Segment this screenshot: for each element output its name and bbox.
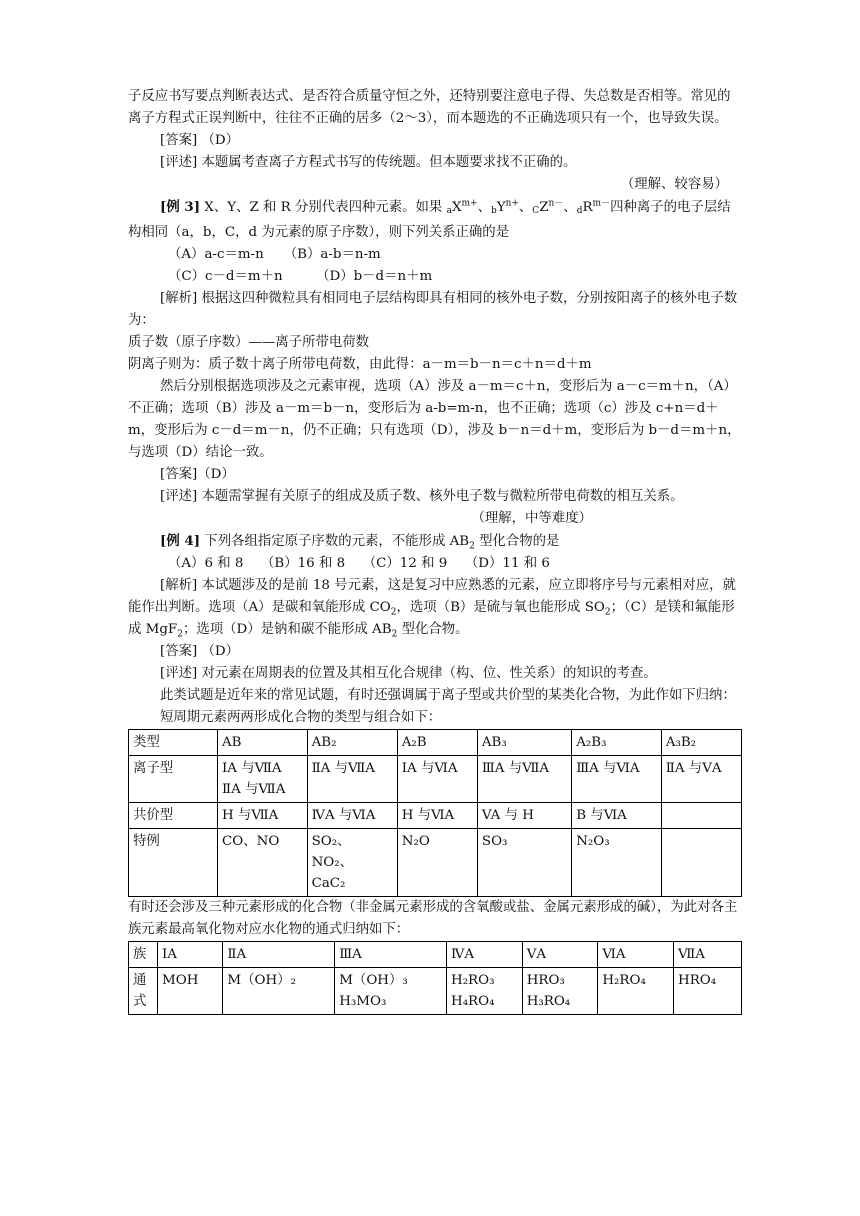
table1-caption: 短周期元素两两形成化合物的类型与组合如下： — [160, 710, 442, 725]
ex3-options-ab: （A）a-c＝m-n （B）a-b＝n-m — [168, 247, 381, 262]
ex3-analysis-3: 阴离子则为：质子数十离子所带电荷数，由此得：a－m＝b－n＝c＋n＝d＋m — [128, 357, 592, 372]
table-row: 通 式 MOH M（OH）₂ M（OH）₃ H₃MO₃ H₂RO₃ H₄RO₄ HRO₃ H₃RO₄ H₂RO₄ HRO₄ — [129, 968, 742, 1015]
compound-type-table — [128, 729, 742, 897]
ex3-analysis-1: [解析] 根据这四种微粒具有相同电子层结构即具有相同的核外电子数，分别按阳离子的核外电子数为： — [128, 291, 738, 328]
table-row: 共价型 H 与ⅦA ⅣA 与ⅥA H 与ⅥA VA 与 H B 与ⅥA — [129, 803, 742, 829]
ex3-question: [例 3] X、Y、Z 和 R 分别代表四种元素。如果 $aX^{m+}$、$bY^{n+}$、$CZ^{n-}$、$dR^{m-}$四种离子的电子层结构相同（a，b，C，d 为元素的原子序数），则下列关系正确的是 — [128, 198, 731, 240]
ex2-level: （理解、较容易） — [620, 177, 728, 192]
table-row: 族 ⅠA ⅡA ⅢA ⅣA ⅤA ⅥA ⅦA — [129, 942, 742, 968]
ex4-tag: [例 4] — [160, 533, 201, 549]
ex3-level: （理解，中等难度） — [471, 511, 592, 526]
ex3-answer: [答案]（D） — [160, 467, 235, 482]
ex4-analysis: [解析] 本试题涉及的是前 18 号元素，这是复习中应熟悉的元素，应立即将序号与元素相对应，就能作出判断。选项（A）是碳和氧能形成 $CO_2$，选项（B）是硫与氧也能形成 $SO_2$；（C）是镁和氟能形成 MgF$_2$；选项（D）是钠和碳不能形成 $AB_2$ 型化合物。 — [128, 578, 736, 640]
ex3-options-cd: （C）c－d＝m＋n （D）b－d＝n＋m — [168, 269, 433, 284]
ex3-analysis-4: 然后分别根据选项涉及之元素审视，选项（A）涉及 a－m＝c＋n，变形后为 a－c＝m＋n，（A）不正确；选项（B）涉及 a－m＝b－n，变形后为 a-b=m-n，也不正确；选项（c）涉及 c+n＝d＋m，变形后为 c－d＝m－n，仍不正确；只有选项（D），涉及 b－n＝d＋m，变形后为 b－d＝m＋n，与选项（D）结论一致。 — [128, 379, 741, 460]
ex4-question: [例 4] 下列各组指定原子序数的元素，不能形成 $AB_2$ 型化合物的是 — [160, 533, 560, 552]
ex2-comment: [评述] 本题属考查离子方程式书写的传统题。但本题要求找不正确的。 — [160, 155, 577, 170]
ex4-comment: [评述] 对元素在周期表的位置及其相互化合规律（构、位、性关系）的知识的考查。 — [160, 666, 657, 681]
ex3-analysis-2: 质子数（原子序数）——离子所带电荷数 — [128, 335, 370, 350]
ex4-answer: [答案] （D） — [160, 644, 240, 659]
ex3-tag: [例 3] — [160, 199, 201, 215]
table-row: 特例 CO、NO SO₂、 NO₂、 CaC₂ N₂O SO₃ N₂O₃ — [129, 829, 742, 897]
ex4-options: （A）6 和 8 （B）16 和 8 （C）12 和 9 （D）11 和 6 — [168, 556, 550, 571]
ex3-comment: [评述] 本题需掌握有关原子的组成及质子数、核外电子数与微粒所带电荷数的相互关系。 — [160, 489, 684, 504]
ion-formulas: $aX^{m+}$、$bY^{n+}$、$CZ^{n-}$、$dR^{m-}$ — [446, 198, 611, 216]
table2-caption: 有时还会涉及三种元素形成的化合物（非金属元素形成的含氧酸或盐、金属元素形成的碱），为此对各主族元素最高氧化物对应水化物的通式归纳如下： — [128, 900, 738, 937]
ex4-summary: 此类试题是近年来的常见试题，有时还强调属于离子型或共价型的某类化合物，为此作如下归纳： — [160, 688, 736, 703]
table-row: 类型 AB AB₂ A₂B AB₃ A₂B₃ A₃B₂ — [129, 730, 742, 756]
intro-paragraph: 子反应书写要点判断表达式、是否符合质量守恒之外，还特别要注意电子得、失总数是否相等。常见的离子方程式正误判断中，往往不正确的居多（2～3），而本题选的不正确选项只有一个，也导致失误。 — [128, 89, 731, 126]
hydroxide-formula-table — [128, 941, 742, 1015]
table-row: 离子型 ⅠA 与ⅦA ⅡA 与ⅦA ⅡA 与ⅦA ⅠA 与ⅥA ⅢA 与ⅦA ⅢA 与ⅥA ⅡA 与ⅤA — [129, 756, 742, 803]
document-page — [128, 86, 742, 1015]
ex2-answer: [答案] （D） — [160, 133, 240, 148]
